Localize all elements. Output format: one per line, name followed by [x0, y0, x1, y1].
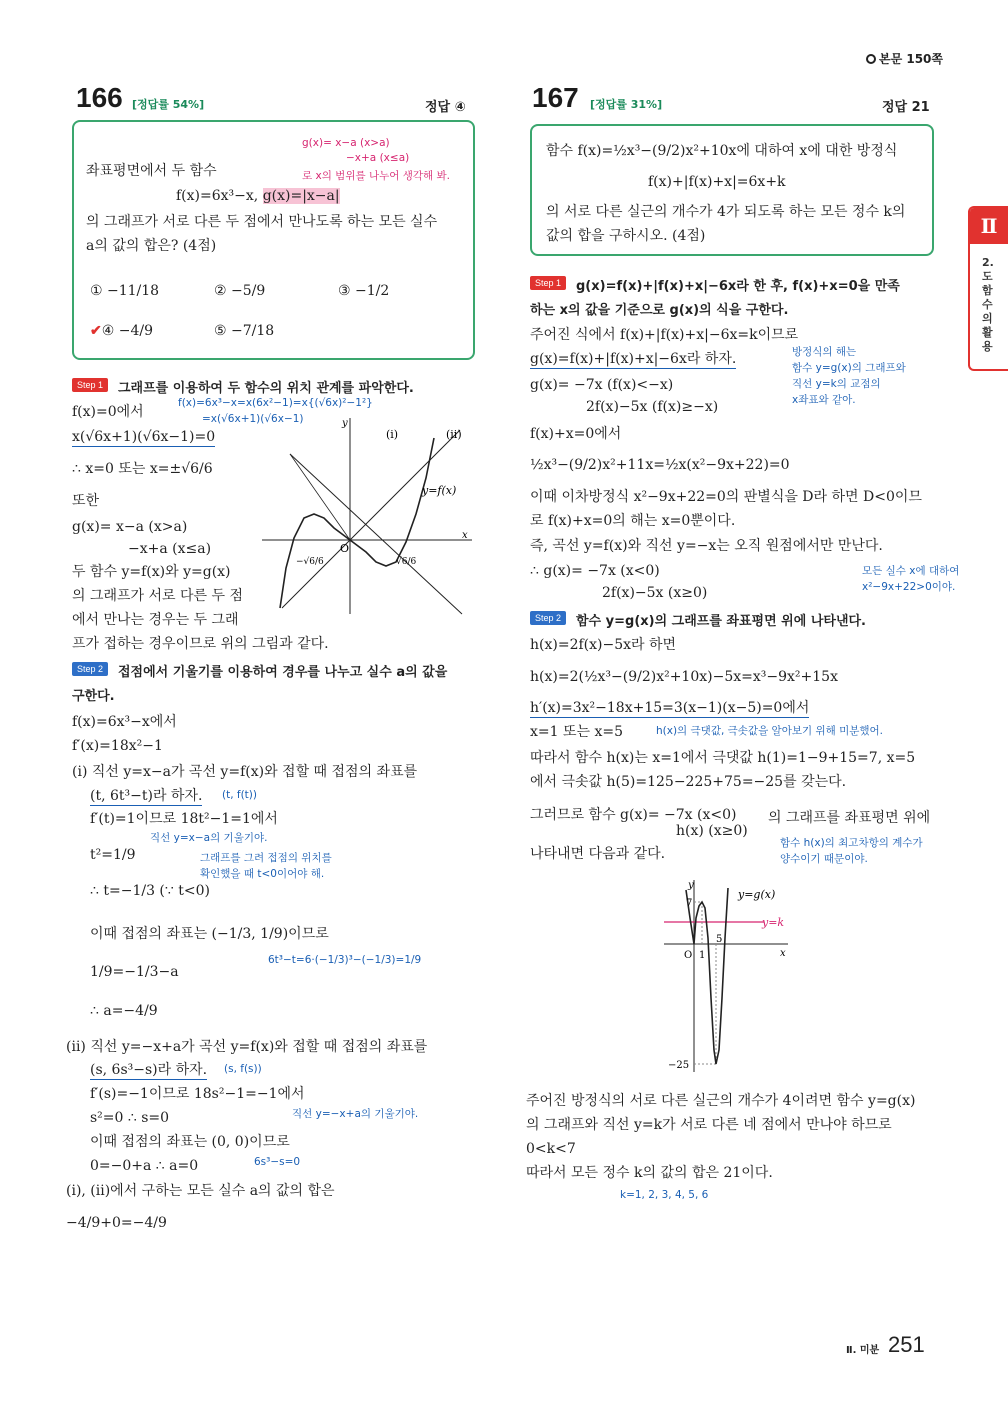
- label-pos-root: √6/6: [396, 557, 417, 567]
- s2-note7: 직선 y=−x+a의 기울기야.: [292, 1108, 419, 1120]
- p167-s1-note3: 직선 y=k의 교점의: [792, 378, 881, 390]
- p166-q2: f(x)=6x³−x, g(x)=|x−a|: [176, 188, 340, 204]
- p167-s1-line2: g(x)=f(x)+|f(x)+x|−6x라 하자.: [530, 351, 737, 367]
- p167-step1-title2: 하는 x의 값을 기준으로 g(x)의 식을 구한다.: [530, 303, 789, 318]
- label-5: 5: [716, 934, 723, 945]
- s1-note1: f(x)=6x³−x=x(6x²−1)=x{(√6x)²−1²}: [178, 397, 373, 409]
- p166-q4: a의 값의 합은? (4점): [86, 238, 217, 254]
- p167-s2-line4: x=1 또는 x=5: [530, 724, 624, 740]
- p167-s2-line3: h′(x)=3x²−18x+15=3(x−1)(x−5)=0에서: [530, 700, 810, 716]
- s2-line1: f(x)=6x³−x에서: [72, 714, 177, 730]
- s1-line6: −x+a (x≤a): [128, 541, 212, 557]
- p167-s2-note1: h(x)의 극댓값, 극솟값을 알아보기 위해 미분했어.: [656, 725, 883, 737]
- label-i: (i): [386, 428, 399, 441]
- chapter-title: 2.도함수의 활용: [982, 256, 994, 353]
- p167-s1-line9: 즉, 곡선 y=f(x)와 직선 y=−x는 오직 원점에서만 만난다.: [530, 538, 883, 554]
- p167-s2-note3: 양수이기 때문이야.: [780, 853, 868, 865]
- p167-s2-line8: 나타내면 다음과 같다.: [530, 846, 666, 862]
- s1-note2: =x(√6x+1)(√6x−1): [202, 413, 304, 425]
- label-fx: y=f(x): [422, 484, 457, 497]
- curve-fx: [280, 438, 434, 608]
- note-g-def-2: −x+a (x≤a): [346, 152, 410, 164]
- problem-167-number: 167: [532, 82, 579, 113]
- p167-s1-note4: x좌표와 같아.: [792, 394, 856, 406]
- choice-2[interactable]: ② −5/9: [214, 283, 266, 299]
- p167-s2-line6: 에서 극솟값 h(5)=125−225+75=−25를 갖는다.: [530, 774, 847, 790]
- tangent-line-ii: [282, 430, 460, 608]
- problem-166-answer: 정답 ④: [425, 100, 466, 115]
- circle-bullet-icon: [866, 54, 876, 64]
- p167-s2-line7: 그러므로 함수 g(x)= −7x (x<0): [530, 807, 737, 823]
- label-neg-root: −√6/6: [296, 557, 324, 567]
- tangent-line-i: [290, 454, 462, 614]
- label-7: 7: [686, 898, 693, 909]
- p167-s1-line1: 주어진 식에서 f(x)+|f(x)+x|−6x=k이므로: [530, 327, 799, 343]
- p167-s1-line6: ½x³−(9/2)x²+11x=½x(x²−9x+22)=0: [530, 457, 790, 473]
- label-ii: (ii): [446, 428, 462, 441]
- p167-s1-line10: ∴ g(x)= −7x (x<0): [530, 563, 660, 579]
- choice-4[interactable]: ✔④ −4/9: [90, 323, 153, 339]
- label-x: x: [780, 948, 786, 959]
- p167-s1-note1: 방정식의 해는: [792, 346, 857, 358]
- s2-line15: 이때 접점의 좌표는 (0, 0)이므로: [90, 1134, 290, 1150]
- s2-line2: f′(x)=18x²−1: [72, 738, 163, 754]
- label-yk: y=k: [762, 916, 785, 929]
- s2-note2: 직선 y=x−a의 기울기야.: [150, 832, 268, 844]
- choice-3[interactable]: ③ −1/2: [338, 283, 390, 299]
- label-x: x: [462, 530, 468, 541]
- p167-s1-note6: x²−9x+22>0이야.: [862, 581, 956, 593]
- s2-note8: 6s³−s=0: [254, 1156, 301, 1168]
- p167-step2-title: 함수 y=g(x)의 그래프를 좌표평면 위에 나타낸다.: [576, 614, 866, 629]
- s2-line5: f′(t)=1이므로 18t²−1=1에서: [90, 811, 278, 827]
- p167-s2-line5: 따라서 함수 h(x)는 x=1에서 극댓값 h(1)=1−9+15=7, x=5: [530, 750, 916, 766]
- step1-title: 그래프를 이용하여 두 함수의 위치 관계를 파악한다.: [118, 381, 414, 396]
- s2-note4: 확인했을 때 t<0이어야 해.: [200, 868, 325, 880]
- label-y: y: [342, 418, 348, 429]
- p167-s2-line12: 따라서 모든 정수 k의 값의 합은 21이다.: [526, 1165, 773, 1181]
- p167-s2-note4: k=1, 2, 3, 4, 5, 6: [620, 1189, 709, 1201]
- s2-note1: (t, f(t)): [222, 789, 257, 801]
- s2-line7: ∴ t=−1/3 (∵ t<0): [90, 883, 210, 899]
- problem-167-rate: [정답률 31%]: [590, 98, 663, 111]
- graph-166: [262, 418, 476, 618]
- label-origin: O: [684, 950, 693, 961]
- s1-line5: g(x)= x−a (x>a): [72, 519, 188, 535]
- s2-line11: (ⅱ) 직선 y=−x+a가 곡선 y=f(x)와 접할 때 접점의 좌표를: [66, 1039, 428, 1055]
- s1-line8: 의 그래프가 서로 다른 두 점: [72, 588, 244, 604]
- choice-1[interactable]: ① −11/18: [90, 283, 160, 299]
- s2-line18: −4/9+0=−4/9: [66, 1215, 167, 1231]
- p167-s2-line7c: 의 그래프를 좌표평면 위에: [768, 810, 931, 826]
- chapter-side-tab[interactable]: [968, 206, 1008, 371]
- curve-gx: [686, 888, 728, 1064]
- note-g-def-1: g(x)= x−a (x>a): [302, 137, 390, 149]
- p167-s1-line8: 로 f(x)+x=0의 해는 x=0뿐이다.: [530, 513, 736, 529]
- label-gx: y=g(x): [738, 888, 776, 901]
- p167-s2-line11: 0<k<7: [526, 1141, 576, 1157]
- s2-note5: 6t³−t=6·(−1/3)³−(−1/3)=1/9: [268, 954, 422, 966]
- p167-q4: 값의 합을 구하시오. (4점): [546, 228, 706, 244]
- p167-q2: f(x)+|f(x)+x|=6x+k: [648, 174, 786, 190]
- chapter-numeral: Ⅱ: [970, 208, 1008, 244]
- step2-title: 접점에서 기울기를 이용하여 경우를 나누고 실수 a의 값을: [118, 665, 448, 680]
- p167-s2-line10: 의 그래프와 직선 y=k가 서로 다른 네 점에서 만나야 하므로: [526, 1117, 892, 1133]
- choice-5[interactable]: ⑤ −7/18: [214, 323, 275, 339]
- note-range: 로 x의 범위를 나누어 생각해 봐.: [302, 170, 450, 182]
- p166-q3: 의 그래프가 서로 다른 두 점에서 만나도록 하는 모든 실수: [86, 214, 438, 230]
- problem-166-rate: [정답률 54%]: [132, 98, 205, 111]
- footer-section: Ⅱ. 미분: [846, 1345, 880, 1356]
- p167-s2-line7b: h(x) (x≥0): [676, 823, 748, 839]
- step1-tag: Step 1: [72, 378, 108, 392]
- label-m25: −25: [668, 1060, 690, 1071]
- s1-line4: 또한: [72, 493, 100, 509]
- s1-line10: 프가 접하는 경우이므로 위의 그림과 같다.: [72, 636, 329, 652]
- s2-note6: (s, f(s)): [224, 1063, 262, 1075]
- s2-note3: 그래프를 그려 접점의 위치를: [200, 852, 332, 864]
- s2-line14: s²=0 ∴ s=0: [90, 1110, 170, 1126]
- s1-line7: 두 함수 y=f(x)와 y=g(x): [72, 564, 231, 580]
- p167-q3: 의 서로 다른 실근의 개수가 4가 되도록 하는 모든 정수 k의: [546, 204, 906, 220]
- p167-s1-line11: 2f(x)−5x (x≥0): [602, 585, 708, 601]
- p167-s1-line5: f(x)+x=0에서: [530, 426, 622, 442]
- p167-step2-tag: Step 2: [530, 611, 566, 625]
- s2-line4: (t, 6t³−t)라 하자.: [90, 788, 203, 804]
- p167-s2-line9: 주어진 방정식의 서로 다른 실근의 개수가 4이려면 함수 y=g(x): [526, 1093, 916, 1109]
- p166-q1: 좌표평면에서 두 함수: [86, 163, 217, 179]
- s1-line9: 에서 만나는 경우는 두 그래: [72, 612, 239, 628]
- s1-line2: x(√6x+1)(√6x−1)=0: [72, 429, 216, 445]
- problem-166-number: 166: [76, 82, 123, 113]
- s2-line9: 1/9=−1/3−a: [90, 964, 179, 980]
- p167-s1-note5: 모든 실수 x에 대하여: [862, 565, 960, 577]
- s2-line6: t²=1/9: [90, 847, 136, 863]
- s2-line8: 이때 접점의 좌표는 (−1/3, 1/9)이므로: [90, 926, 329, 942]
- p167-step1-tag: Step 1: [530, 276, 566, 290]
- s2-line10: ∴ a=−4/9: [90, 1003, 158, 1019]
- s2-line12: (s, 6s³−s)라 하자.: [90, 1062, 208, 1078]
- p167-s2-note2: 함수 h(x)의 최고차항의 계수가: [780, 837, 923, 849]
- step2-title2: 구한다.: [72, 689, 115, 704]
- s2-line13: f′(s)=−1이므로 18s²−1=−1에서: [90, 1086, 305, 1102]
- s1-line3: ∴ x=0 또는 x=±√6/6: [72, 461, 213, 477]
- label-origin: O: [340, 542, 350, 555]
- label-y: y: [688, 880, 694, 891]
- step2-tag: Step 2: [72, 662, 108, 676]
- page-ref: 본문 150쪽: [866, 50, 943, 67]
- p167-s1-line7: 이때 이차방정식 x²−9x+22=0의 판별식을 D라 하면 D<0이므: [530, 489, 922, 505]
- p167-s2-line2: h(x)=2(½x³−(9/2)x²+10x)−5x=x³−9x²+15x: [530, 669, 838, 685]
- s2-line16: 0=−0+a ∴ a=0: [90, 1158, 199, 1174]
- problem-167-answer: 정답 21: [882, 100, 930, 115]
- p167-step1-title: g(x)=f(x)+|f(x)+x|−6x라 한 후, f(x)+x=0을 만족: [576, 279, 900, 294]
- footer-page-number: 251: [888, 1332, 925, 1357]
- p167-s1-note2: 함수 y=g(x)의 그래프와: [792, 362, 906, 374]
- checkmark-icon: ✔: [90, 323, 102, 339]
- s2-line3: (ⅰ) 직선 y=x−a가 곡선 y=f(x)와 접할 때 접점의 좌표를: [72, 764, 418, 780]
- s1-line1: f(x)=0에서: [72, 404, 144, 420]
- graph-167: [664, 878, 794, 1074]
- p167-s2-line1: h(x)=2f(x)−5x라 하면: [530, 637, 677, 653]
- p167-s1-line3: g(x)= −7x (f(x)<−x): [530, 377, 674, 393]
- label-1: 1: [699, 950, 706, 961]
- p167-q1: 함수 f(x)=½x³−(9/2)x²+10x에 대하여 x에 대한 방정식: [546, 143, 898, 159]
- s2-line17: (ⅰ), (ⅱ)에서 구하는 모든 실수 a의 값의 합은: [66, 1183, 335, 1199]
- p167-s1-line4: 2f(x)−5x (f(x)≥−x): [586, 399, 719, 415]
